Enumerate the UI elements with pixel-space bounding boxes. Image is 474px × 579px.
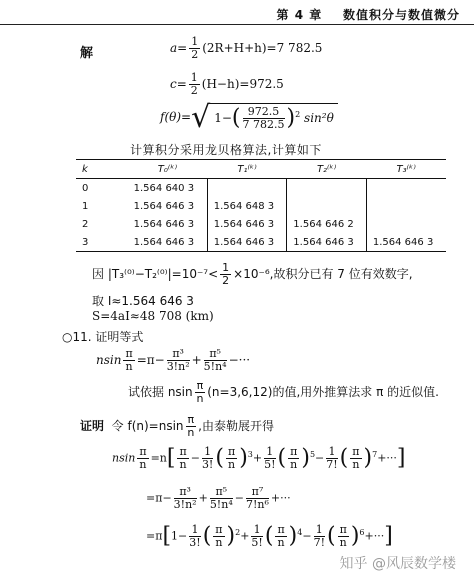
- table-cell: [287, 179, 367, 198]
- expansion-line-2: =π− $\frac{\text{π³}}{\text{3!n²}}$ + $\frac{\text{π⁵}}{\text{5!n⁴}}$ − $\frac{\text{π⁷}}{\text{7!n⁶}}$ +···: [146, 485, 291, 511]
- table-cell: 1: [82, 200, 89, 212]
- fraction: $\frac{\text{π⁵}}{\text{5!n⁴}}$: [203, 347, 227, 373]
- fraction: $\frac{1}{2}$: [190, 71, 198, 97]
- column-header-k: k: [76, 160, 128, 179]
- romberg-table: [76, 160, 446, 251]
- table-row: [76, 233, 446, 251]
- table-cell: [287, 197, 367, 215]
- table-cell: 1.564 648 3: [207, 197, 287, 215]
- task-statement: 试依据 nsin $\frac{\pi}{n}$ (n=3,6,12)的值,用外推算法求 π 的近似值.: [128, 379, 439, 405]
- conclusion-line-2: 取 I≈1.564 646 3: [92, 294, 194, 308]
- table-cell: [366, 197, 446, 215]
- equation-a: a= $\frac{1}{2}$ (2R+H+h)=7 782.5: [170, 35, 323, 61]
- romberg-table-wrap: [76, 159, 446, 252]
- problem-11-title: ○11. 证明等式: [62, 330, 144, 344]
- table-cell: [207, 179, 287, 198]
- romberg-intro: 计算积分采用龙贝格算法,计算如下: [130, 143, 322, 157]
- column-header-t1: T₁⁽ᵏ⁾: [207, 160, 287, 179]
- table-cell: 1.564 646 3: [372, 236, 434, 248]
- fraction: $\frac{\text{π³}}{\text{3!n²}}$: [166, 347, 190, 373]
- table-cell: [366, 179, 446, 198]
- fraction: $\frac{1}{2}$: [191, 35, 199, 61]
- table-cell: 0: [82, 182, 89, 194]
- column-header-t3: T₃⁽ᵏ⁾: [366, 160, 446, 179]
- table-cell: 1.564 640 3: [128, 179, 208, 198]
- proof-line: 证明 令 f(n)=nsin $\frac{\pi}{n}$ ,由泰勒展开得: [80, 413, 274, 439]
- proof-label: 证明: [80, 419, 105, 433]
- table-cell: 1.564 646 3: [207, 233, 287, 251]
- header-rule: [0, 24, 474, 25]
- table-row: [76, 197, 446, 215]
- conclusion-line-1: 因 |T₃⁽⁰⁾−T₂⁽⁰⁾|=10⁻⁷< $\frac{1}{2}$ ×10⁻⁶,故积分已有 7 位有效数字,: [92, 261, 413, 287]
- expansion-line-1: nsin $\frac{\pi}{n}$ =n[ $\frac{\pi}{n}$ − $\frac{1}{3!}$ ( $\frac{\pi}{n}$ )$^3$+ $\frac{1}{5!}$ ( $\frac{\pi}{n}$ )$^5$− $\frac{1}{7!}$ ( $\frac{\pi}{n}$ )$^7$+···]: [112, 445, 406, 471]
- table-header-row: [76, 160, 446, 179]
- identity-equation: nsin $\frac{\pi}{n}$ =π− $\frac{\text{π³}}{\text{3!n²}}$ + $\frac{\text{π⁵}}{\text{5!n⁴}}$ −···: [96, 347, 251, 373]
- column-header-t0: T₀⁽ᵏ⁾: [128, 160, 208, 179]
- fraction: $\frac{\pi}{n}$: [125, 347, 133, 373]
- chapter-title: 数值积分与数值微分: [342, 8, 460, 22]
- fraction: $\frac{\pi}{n}$: [187, 413, 195, 439]
- table-cell: 2: [82, 218, 89, 230]
- column-header-t2: T₂⁽ᵏ⁾: [287, 160, 367, 179]
- table-cell: 1.564 646 3: [207, 215, 287, 233]
- solution-label: 解: [80, 46, 94, 61]
- table-row: [76, 215, 446, 233]
- table-cell: 1.564 646 3: [287, 233, 367, 251]
- sqrt-sign: √: [191, 100, 211, 135]
- expansion-line-3: =π[1− $\frac{1}{3!}$ ( $\frac{\pi}{n}$ )$^2$+ $\frac{1}{5!}$ ( $\frac{\pi}{n}$ )$^4$− $\frac{1}{7!}$ ( $\frac{\pi}{n}$ )$^6$+···]: [146, 523, 393, 549]
- table-cell: 1.564 646 3: [128, 215, 208, 233]
- equation-c: c= $\frac{1}{2}$ (H−h)=972.5: [170, 71, 284, 97]
- fraction: $\frac{972.5}{7 782.5}$: [242, 104, 285, 131]
- sqrt-body: 1−( $\frac{972.5}{7 782.5}$ )$^2$ sin²θ: [210, 103, 338, 133]
- equation-f: f(θ)=√ 1−( $\frac{972.5}{7 782.5}$ )$^2$ sin²θ: [160, 100, 338, 135]
- conclusion-line-3: S=4aI≈48 708 (km): [92, 309, 214, 323]
- fraction: $\frac{1}{2}$: [222, 261, 230, 287]
- table-cell: 3: [82, 236, 89, 248]
- table-cell: 1.564 646 2: [287, 215, 367, 233]
- chapter-header: [277, 6, 460, 23]
- table-cell: [366, 215, 446, 233]
- table-cell: 1.564 646 3: [128, 197, 208, 215]
- table-cell: 1.564 646 3: [128, 233, 208, 251]
- fraction: $\frac{\pi}{n}$: [196, 379, 204, 405]
- watermark: 知乎 @风辰数学楼: [339, 556, 456, 572]
- chapter-number: 第 4 章: [276, 8, 323, 22]
- table-row: [76, 179, 446, 198]
